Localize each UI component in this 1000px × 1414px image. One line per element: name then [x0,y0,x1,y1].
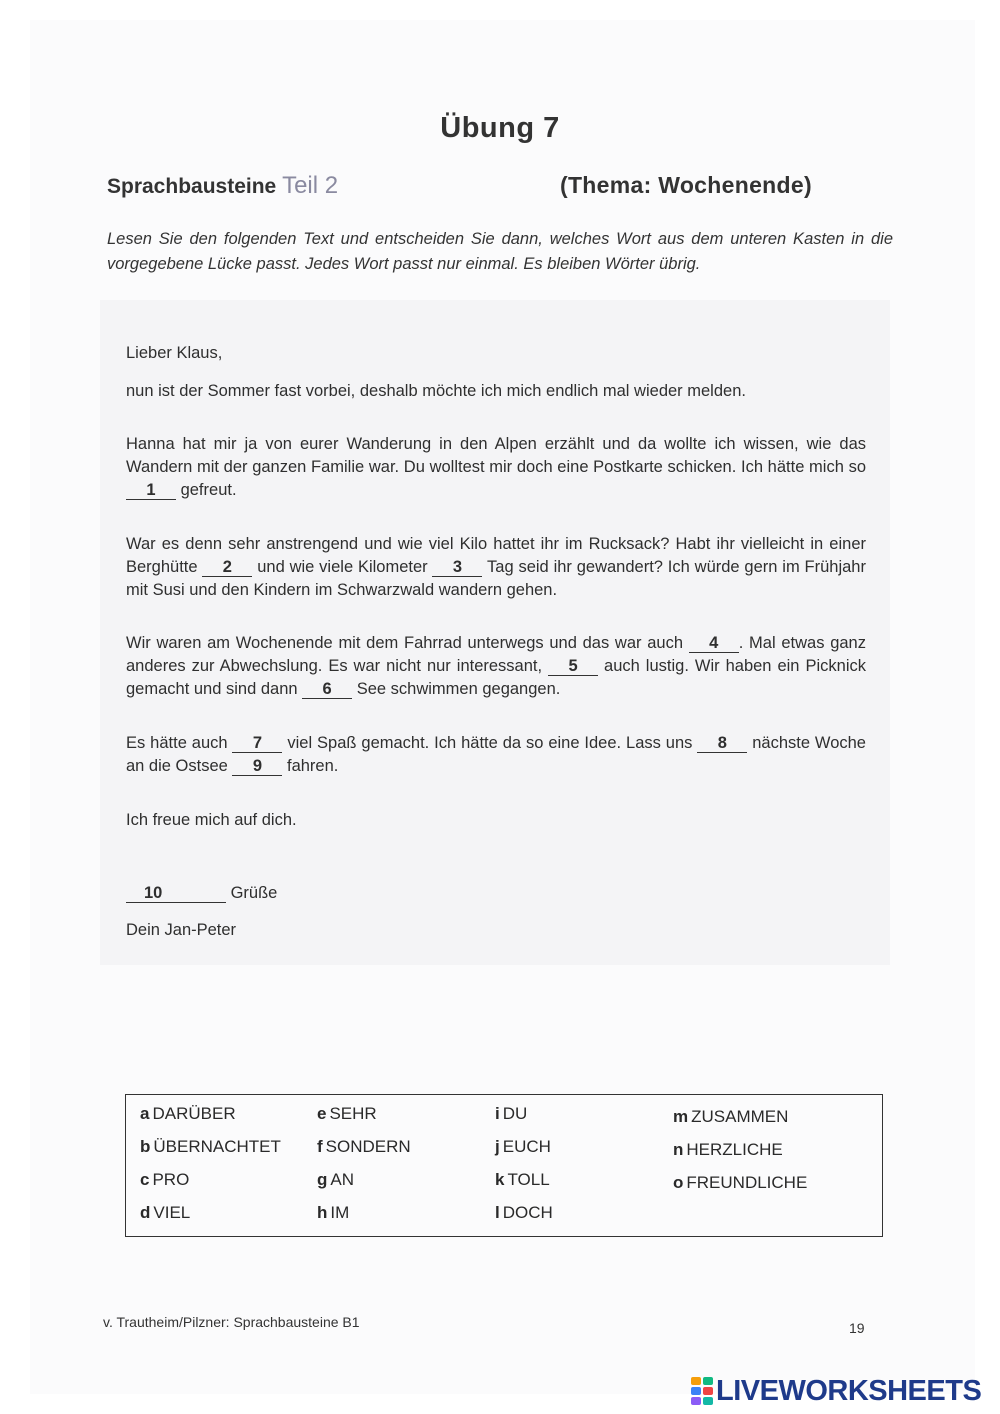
word-option: g AN [317,1170,355,1189]
letter-paragraph-3: War es denn sehr anstrengend und wie viel Kilo hattet ihr im Rucksack? Habt ihr vielleicht in einer Berghütte 2 und wie viele Kilometer 3 Tag seid ihr gewandert? Ich würde gern im Frühjahr mit Susi und den Kindern im Schwarzwald wandern gehen. [126,535,866,599]
word-option: f SONDERN [317,1137,411,1156]
page-number: 19 [849,1320,865,1336]
gap-8[interactable]: 8 [697,735,747,753]
letter-closing: 10 Grüße [126,882,866,905]
word-option: o FREUNDLICHE [673,1173,808,1192]
word-option: a DARÜBER [140,1104,236,1123]
letter-paragraph-5: Es hätte auch 7 viel Spaß gemacht. Ich hätte da so eine Idee. Lass uns 8 nächste Woche an die Ostsee 9 fahren. [126,734,866,775]
letter-paragraph-1: nun ist der Sommer fast vorbei, deshalb möchte ich mich endlich mal wieder melden. [126,382,746,400]
word-box [125,1094,883,1237]
word-option: j EUCH [495,1137,551,1156]
word-option: k TOLL [495,1170,550,1189]
footer-source: v. Trautheim/Pilzner: Sprachbausteine B1 [103,1314,360,1330]
word-option: d VIEL [140,1203,191,1222]
word-option: h IM [317,1203,350,1222]
word-column-4 [673,1103,807,1202]
letter-paragraph-4: Wir waren am Wochenende mit dem Fahrrad unterwegs und das war auch 4 . Mal etwas ganz anderes zur Abwechslung. Es war nicht nur interessant, 5 auch lustig. Wir haben ein Picknick gemacht und sind dann 6 See schwimmen gegangen. [126,634,866,698]
gap-6[interactable]: 6 [302,681,352,699]
instructions: Lesen Sie den folgenden Text und entscheiden Sie dann, welches Wort aus dem unteren Kasten in die vorgegebene Lücke passt. Jedes Wort passt nur einmal. Es bleiben Wörter übrig. [107,230,893,273]
word-option: l DOCH [495,1203,553,1222]
word-option: e SEHR [317,1104,377,1123]
letter-paragraph-6: Ich freue mich auf dich. [126,811,297,829]
page-title: Übung 7 [440,112,560,144]
brand-name: LIVEWORKSHEETS [716,1374,982,1407]
word-option: n HERZLICHE [673,1140,783,1159]
gap-9[interactable]: 9 [232,758,282,776]
gap-2[interactable]: 2 [202,559,252,577]
gap-1[interactable]: 1 [126,482,176,500]
subtitle-part: Teil 2 [282,172,339,199]
word-option: c PRO [140,1170,190,1189]
gap-5[interactable]: 5 [548,658,598,676]
word-option: b ÜBERNACHTET [140,1137,281,1156]
gap-10[interactable]: 10 [126,885,226,903]
letter-text [126,342,866,942]
letter-paragraph-2: Hanna hat mir ja von eurer Wanderung in den Alpen erzählt und da wollte ich wissen, wie das Wandern mit der ganzen Familie war. Du wolltest mir doch eine Postkarte schicken. Ich hätte mich so 1 gefreut. [126,435,866,499]
subtitle-topic: (Thema: Wochenende) [560,172,812,198]
liveworksheets-brand[interactable] [691,1374,981,1408]
gap-3[interactable]: 3 [432,559,482,577]
word-option: m ZUSAMMEN [673,1107,789,1126]
liveworksheets-logo-icon [691,1377,713,1405]
letter-signature: Dein Jan-Peter [126,921,237,939]
subtitle-label: Sprachbausteine [107,175,283,198]
word-option: i DU [495,1104,528,1123]
word-column-1 [140,1100,281,1232]
gap-4[interactable]: 4 [689,635,739,653]
word-column-2 [317,1100,411,1232]
section-subtitle [107,172,338,200]
word-column-3 [495,1100,553,1232]
gap-7[interactable]: 7 [232,735,282,753]
letter-salutation: Lieber Klaus, [126,344,223,362]
